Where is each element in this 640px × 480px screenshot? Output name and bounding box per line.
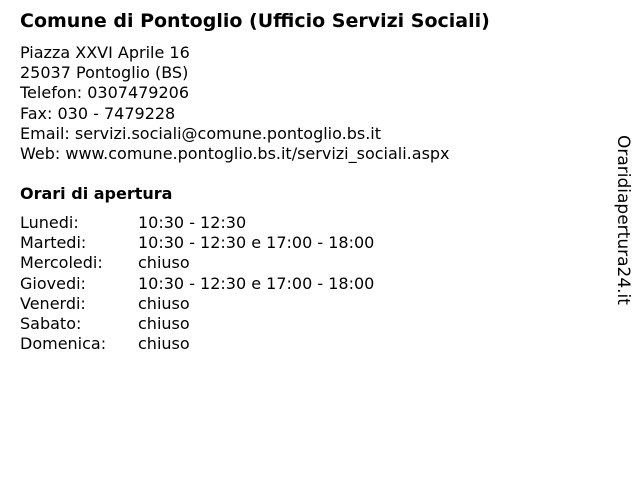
hours-value: 10:30 - 12:30	[138, 213, 247, 232]
hours-value: 10:30 - 12:30 e 17:00 - 18:00	[138, 233, 375, 253]
day-label: Venerdi:	[20, 293, 86, 313]
opening-hours-title: Orari di apertura	[20, 184, 173, 203]
hours-value: chiuso	[138, 314, 190, 334]
hours-row-tuesday	[20, 233, 374, 253]
fax-number: Fax: 030 - 7479228	[20, 103, 176, 123]
website-url: Web: www.comune.pontoglio.bs.it/servizi_sociali.aspx	[20, 144, 450, 164]
hours-row-sunday	[20, 334, 374, 354]
hours-value: chiuso	[138, 253, 190, 273]
email-address: Email: servizi.sociali@comune.pontoglio.bs.it	[20, 123, 381, 143]
hours-row-saturday	[20, 314, 374, 334]
hours-value: chiuso	[138, 334, 190, 354]
address-street: Piazza XXVI Aprile 16	[20, 43, 190, 62]
hours-row-friday	[20, 294, 374, 314]
day-label: Sabato:	[20, 314, 82, 334]
hours-row-wednesday	[20, 253, 374, 273]
day-label: Lunedi:	[20, 213, 79, 232]
hours-row-monday	[20, 213, 374, 233]
day-label: Domenica:	[20, 334, 107, 354]
page-title: Comune di Pontoglio (Ufficio Servizi Sociali)	[20, 10, 490, 32]
opening-hours-table	[20, 213, 374, 354]
address-block	[20, 43, 450, 164]
site-watermark: Oraridiapertura24.it	[613, 135, 633, 305]
day-label: Martedi:	[20, 233, 87, 253]
day-label: Mercoledi:	[20, 253, 103, 273]
phone-number: Telefon: 0307479206	[20, 83, 190, 103]
day-label: Giovedi:	[20, 273, 86, 293]
hours-value: 10:30 - 12:30 e 17:00 - 18:00	[138, 273, 375, 293]
hours-row-thursday	[20, 274, 374, 294]
address-city: 25037 Pontoglio (BS)	[20, 63, 189, 83]
hours-value: chiuso	[138, 293, 190, 313]
